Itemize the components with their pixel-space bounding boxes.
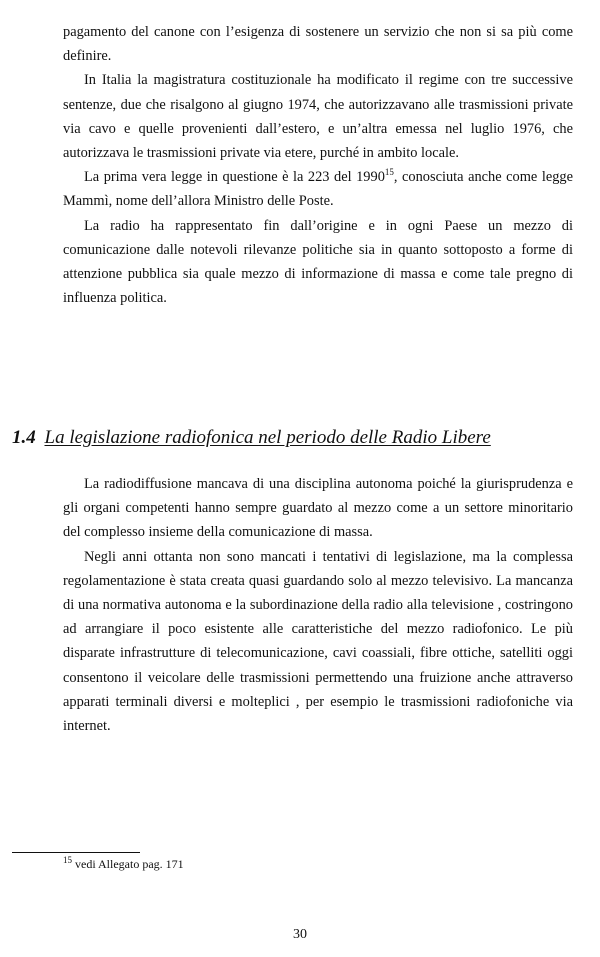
footnote-text: vedi Allegato pag. 171 [72,857,184,871]
paragraph: La radio ha rappresentato fin dall’origine e in ogni Paese un mezzo di comunicazione dalle notevoli rilevanze politiche sia in quanto sottoposto a forme di attenzione pubblica sia quale mezzo di informazione di massa e come tale pregno di influenza politica. [63,217,573,307]
body-text-bottom [63,472,573,738]
footnote [63,856,184,872]
paragraph-text-after: , conosciuta anche come legge Mammì, nome dell’allora Ministro delle Poste. [63,169,573,210]
footnote-reference: 15 [384,167,394,178]
paragraph-with-footnote [63,165,573,213]
paragraph: In Italia la magistratura costituzionale ha modificato il regime con tre successive sentenze, due che risalgono al giugno 1974, che autorizzavano alle trasmissioni private via cavo e quelle provenienti dall’estero, e un’altra emessa nel luglio 1976, che autorizzava le trasmissioni private via etere, purché in ambito locale. [63,72,573,162]
section-title: La legislazione radiofonica nel periodo delle Radio Libere [44,427,491,448]
paragraph: La radiodiffusione mancava di una disciplina autonoma poiché la giurisprudenza e gli organi competenti hanno sempre guardato al mezzo come a un settore minoritario del complesso insieme della comunicazione di massa. [63,476,573,541]
footnote-number: 15 [63,855,72,865]
paragraph: Negli anni ottanta non sono mancati i tentativi di legislazione, ma la complessa regolamentazione è stata creata quasi guardando solo al mezzo televisivo. La mancanza di una normativa autonoma e la subordinazione della radio alla televisione , costringono ad arrangiare il poco esistente alle caratteristiche del mezzo radiofonico. Le più disparate infrastrutture di telecomunicazione, cavi coassiali, fibre ottiche, satelliti oggi consentono il veicolare delle trasmissioni permettendo una fruizione anche attraverso apparati terminali diversi e molteplici , per esempio le trasmissioni radiofoniche via internet. [63,548,573,735]
section-number: 1.4 [12,427,36,448]
page-number: 30 [293,927,307,942]
footnote-separator [12,852,140,853]
paragraph: pagamento del canone con l’esigenza di sostenere un servizio che non si sa più come definire. [63,24,573,65]
section-heading [12,425,572,451]
body-text-top [63,20,573,310]
paragraph-text-before: La prima vera legge in questione è la 223 del 1990 [84,169,385,186]
